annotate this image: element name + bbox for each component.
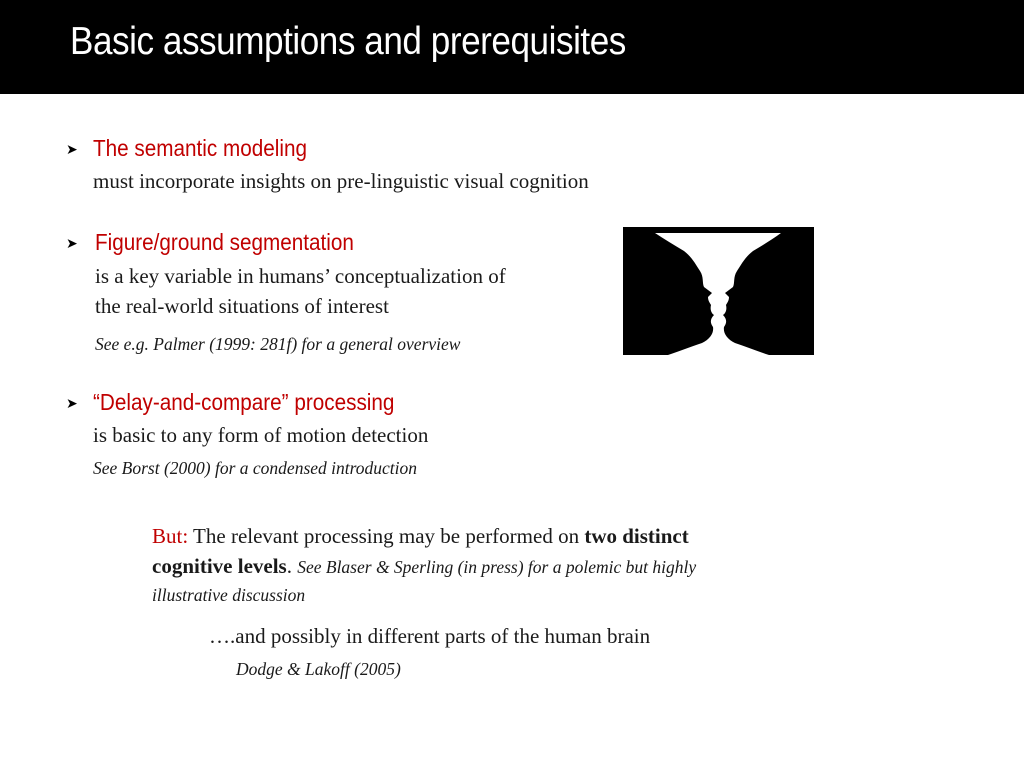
section-1-body: must incorporate insights on pre-linguistic visual cognition — [93, 169, 589, 193]
note-line-3-reference: illustrative discussion — [152, 585, 306, 605]
section-2-body-line-1: is a key variable in humans’ conceptualization of — [95, 264, 506, 288]
note-line-2-bold: cognitive levels — [152, 554, 287, 578]
but-label: But: — [152, 524, 189, 548]
arrowhead-bullet-icon: ➤ — [66, 397, 78, 412]
section-1-heading: The semantic modeling — [93, 135, 308, 161]
rubin-vase-illustration — [623, 227, 814, 355]
followup-reference: Dodge & Lakoff (2005) — [236, 659, 401, 679]
section-2-reference: See e.g. Palmer (1999: 281f) for a general overview — [95, 334, 461, 354]
note-line-2-text: . — [286, 554, 298, 578]
note-line-1-bold: two distinct — [584, 524, 689, 548]
section-3-heading: “Delay-and-compare” processing — [93, 389, 395, 415]
note-line-2 — [152, 551, 696, 582]
title-bar — [0, 0, 1024, 94]
note-line-2-reference: See Blaser & Sperling (in press) for a polemic but highly — [297, 557, 697, 577]
section-2-body-line-2: the real-world situations of interest — [95, 294, 389, 318]
slide-title: Basic assumptions and prerequisites — [70, 20, 626, 63]
section-2-heading: Figure/ground segmentation — [95, 229, 354, 255]
note-line-1 — [152, 521, 689, 551]
section-3-body: is basic to any form of motion detection — [93, 423, 429, 447]
followup-text: ….and possibly in different parts of the human brain — [209, 624, 651, 648]
note-line-1-text: The relevant processing may be performed on — [188, 524, 585, 548]
arrowhead-bullet-icon: ➤ — [66, 237, 78, 252]
arrowhead-bullet-icon: ➤ — [66, 143, 78, 158]
section-3-reference: See Borst (2000) for a condensed introduction — [93, 458, 418, 478]
rubin-vase-svg — [623, 227, 814, 355]
